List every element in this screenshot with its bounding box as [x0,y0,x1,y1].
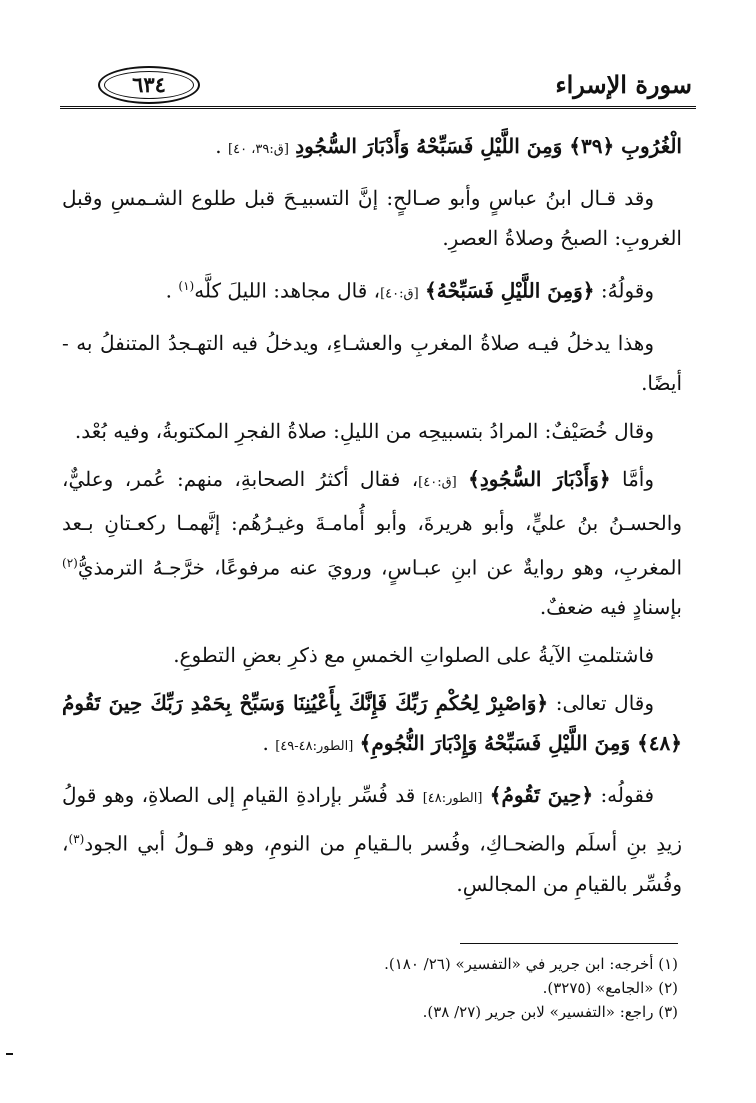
footnote-1: (١) أخرجه: ابن جرير في «التفسير» (٢٦/ ١٨٠). [384,955,678,973]
page-number: ٦٣٤ [132,72,166,97]
verse-reference: [ق:٤٠] [380,286,419,302]
surah-title: سورة الإسراء [555,70,692,99]
paragraph-1: الْغُرُوبِ ﴿٣٩﴾ وَمِنَ اللَّيْلِ فَسَبِّحْهُ وَأَدْبَارَ السُّجُودِ [ق:٣٩، ٤٠] . [215,134,682,158]
footnote-marker: (٣) [68,832,85,847]
verse-reference: [ق:٤٠] [418,474,457,490]
page-header [60,62,696,110]
paragraph-8: وقال تعالى: ﴿وَاصْبِرْ لِحُكْمِ رَبِّكَ فَإِنَّكَ بِأَعْيُنِنَا وَسَبِّحْ بِحَمْدِ رَبِّكَ حِينَ تَقُومُ ﴿٤٨﴾ وَمِنَ اللَّيْلِ فَسَبِّحْهُ وَإِدْبَارَ النُّجُومِ﴾ [الطور:٤٨-٤٩] . [62,691,682,756]
verse-reference: [ق:٣٩، ٤٠] [228,142,289,157]
footnote-3: (٣) راجع: «التفسير» لابن جرير (٢٧/ ٣٨). [422,1003,678,1021]
paragraph-4: وهذا يدخلُ فيـه صلاةُ المغربِ والعشـاءِ، ويدخلُ فيه التهـجدُ المتنفلُ به - أيضًا. [62,330,682,395]
paragraph-3: وقولُهُ: ﴿وَمِنَ اللَّيْلِ فَسَبِّحْهُ﴾ [ق:٤٠]، قال مجاهد: الليلَ كلَّه$^{(١)}$ . [165,278,654,303]
header-divider [60,106,696,109]
verse-reference: [الطور:٤٨] [422,791,483,807]
paragraph-2: وقد قـال ابنُ عباسٍ وأبو صـالحٍ: إنَّ التسبيـحَ قبل طلوع الشـمسِ وقبل الغروبِ: الصبحُ وصلاةُ العصرِ. [62,186,682,250]
quran-verse: الْغُرُوبِ ﴿٣٩﴾ وَمِنَ اللَّيْلِ فَسَبِّحْهُ وَأَدْبَارَ السُّجُودِ [295,134,682,158]
main-text [62,126,682,912]
paragraph-6: وأمَّا ﴿وَأَدْبَارَ السُّجُودِ﴾ [ق:٤٠]، فقال أكثرُ الصحابةِ، منهم: عُمر، وعليٌّ، والحسـنُ بنُ عليٍّ، وأبو هريرةَ، وأبو أُمامـةَ وغيـرُهُم: إنَّهمـا ركعـتانِ بـعد المغربِ، وهو روايةٌ عن ابنِ عبـاسٍ، ورويَ عنه مرفوعًا، خرَّجـهُ الترمذيُّ$^{(٢)}$ بإسنادٍ فيه ضعفٌ. [62,466,682,620]
page-number-badge [98,66,200,104]
footnote-marker: (١) [178,279,195,293]
quran-verse: ﴿وَاصْبِرْ لِحُكْمِ رَبِّكَ فَإِنَّكَ بِأَعْيُنِنَا وَسَبِّحْ بِحَمْدِ رَبِّكَ حِينَ تَقُومُ ﴿٤٨﴾ وَمِنَ اللَّيْلِ فَسَبِّحْهُ وَإِدْبَارَ النُّجُومِ﴾ [62,691,682,756]
footnote-divider [460,943,678,944]
quran-verse: ﴿وَأَدْبَارَ السُّجُودِ﴾ [468,466,611,491]
quran-verse: ﴿حِينَ تَقُومُ﴾ [489,783,594,808]
paragraph-7: فاشتلمتِ الآيةُ على الصلواتِ الخمسِ مع ذكرِ بعضِ التطوعِ. [173,643,654,668]
margin-mark [6,1053,13,1055]
quran-verse: ﴿وَمِنَ اللَّيْلِ فَسَبِّحْهُ﴾ [425,278,595,303]
verse-reference: [الطور:٤٨-٤٩] [275,739,354,755]
footnote-2: (٢) «الجامع» (٣٢٧٥). [542,979,678,997]
paragraph-9: فقولُه: ﴿حِينَ تَقُومُ﴾ [الطور:٤٨] قد فُسِّر بإرادةِ القيامِ إلى الصلاةِ، وهو قولُ زيدِ بنِ أسلَم والضحـاكِ، وفُسر بالـقيامِ من النومِ، وهو قـولُ أبي الجود$^{(٣)}$، وفُسِّر بالقيامِ من المجالسِ. [62,783,682,896]
footnote-marker: (٢) [62,555,78,570]
footnotes [62,952,678,1024]
paragraph-5: وقال خُصَيْفٌ: المرادُ بتسبيحِه من الليلِ: صلاةُ الفجرِ المكتوبةُ، وفيه بُعْد. [74,418,654,443]
